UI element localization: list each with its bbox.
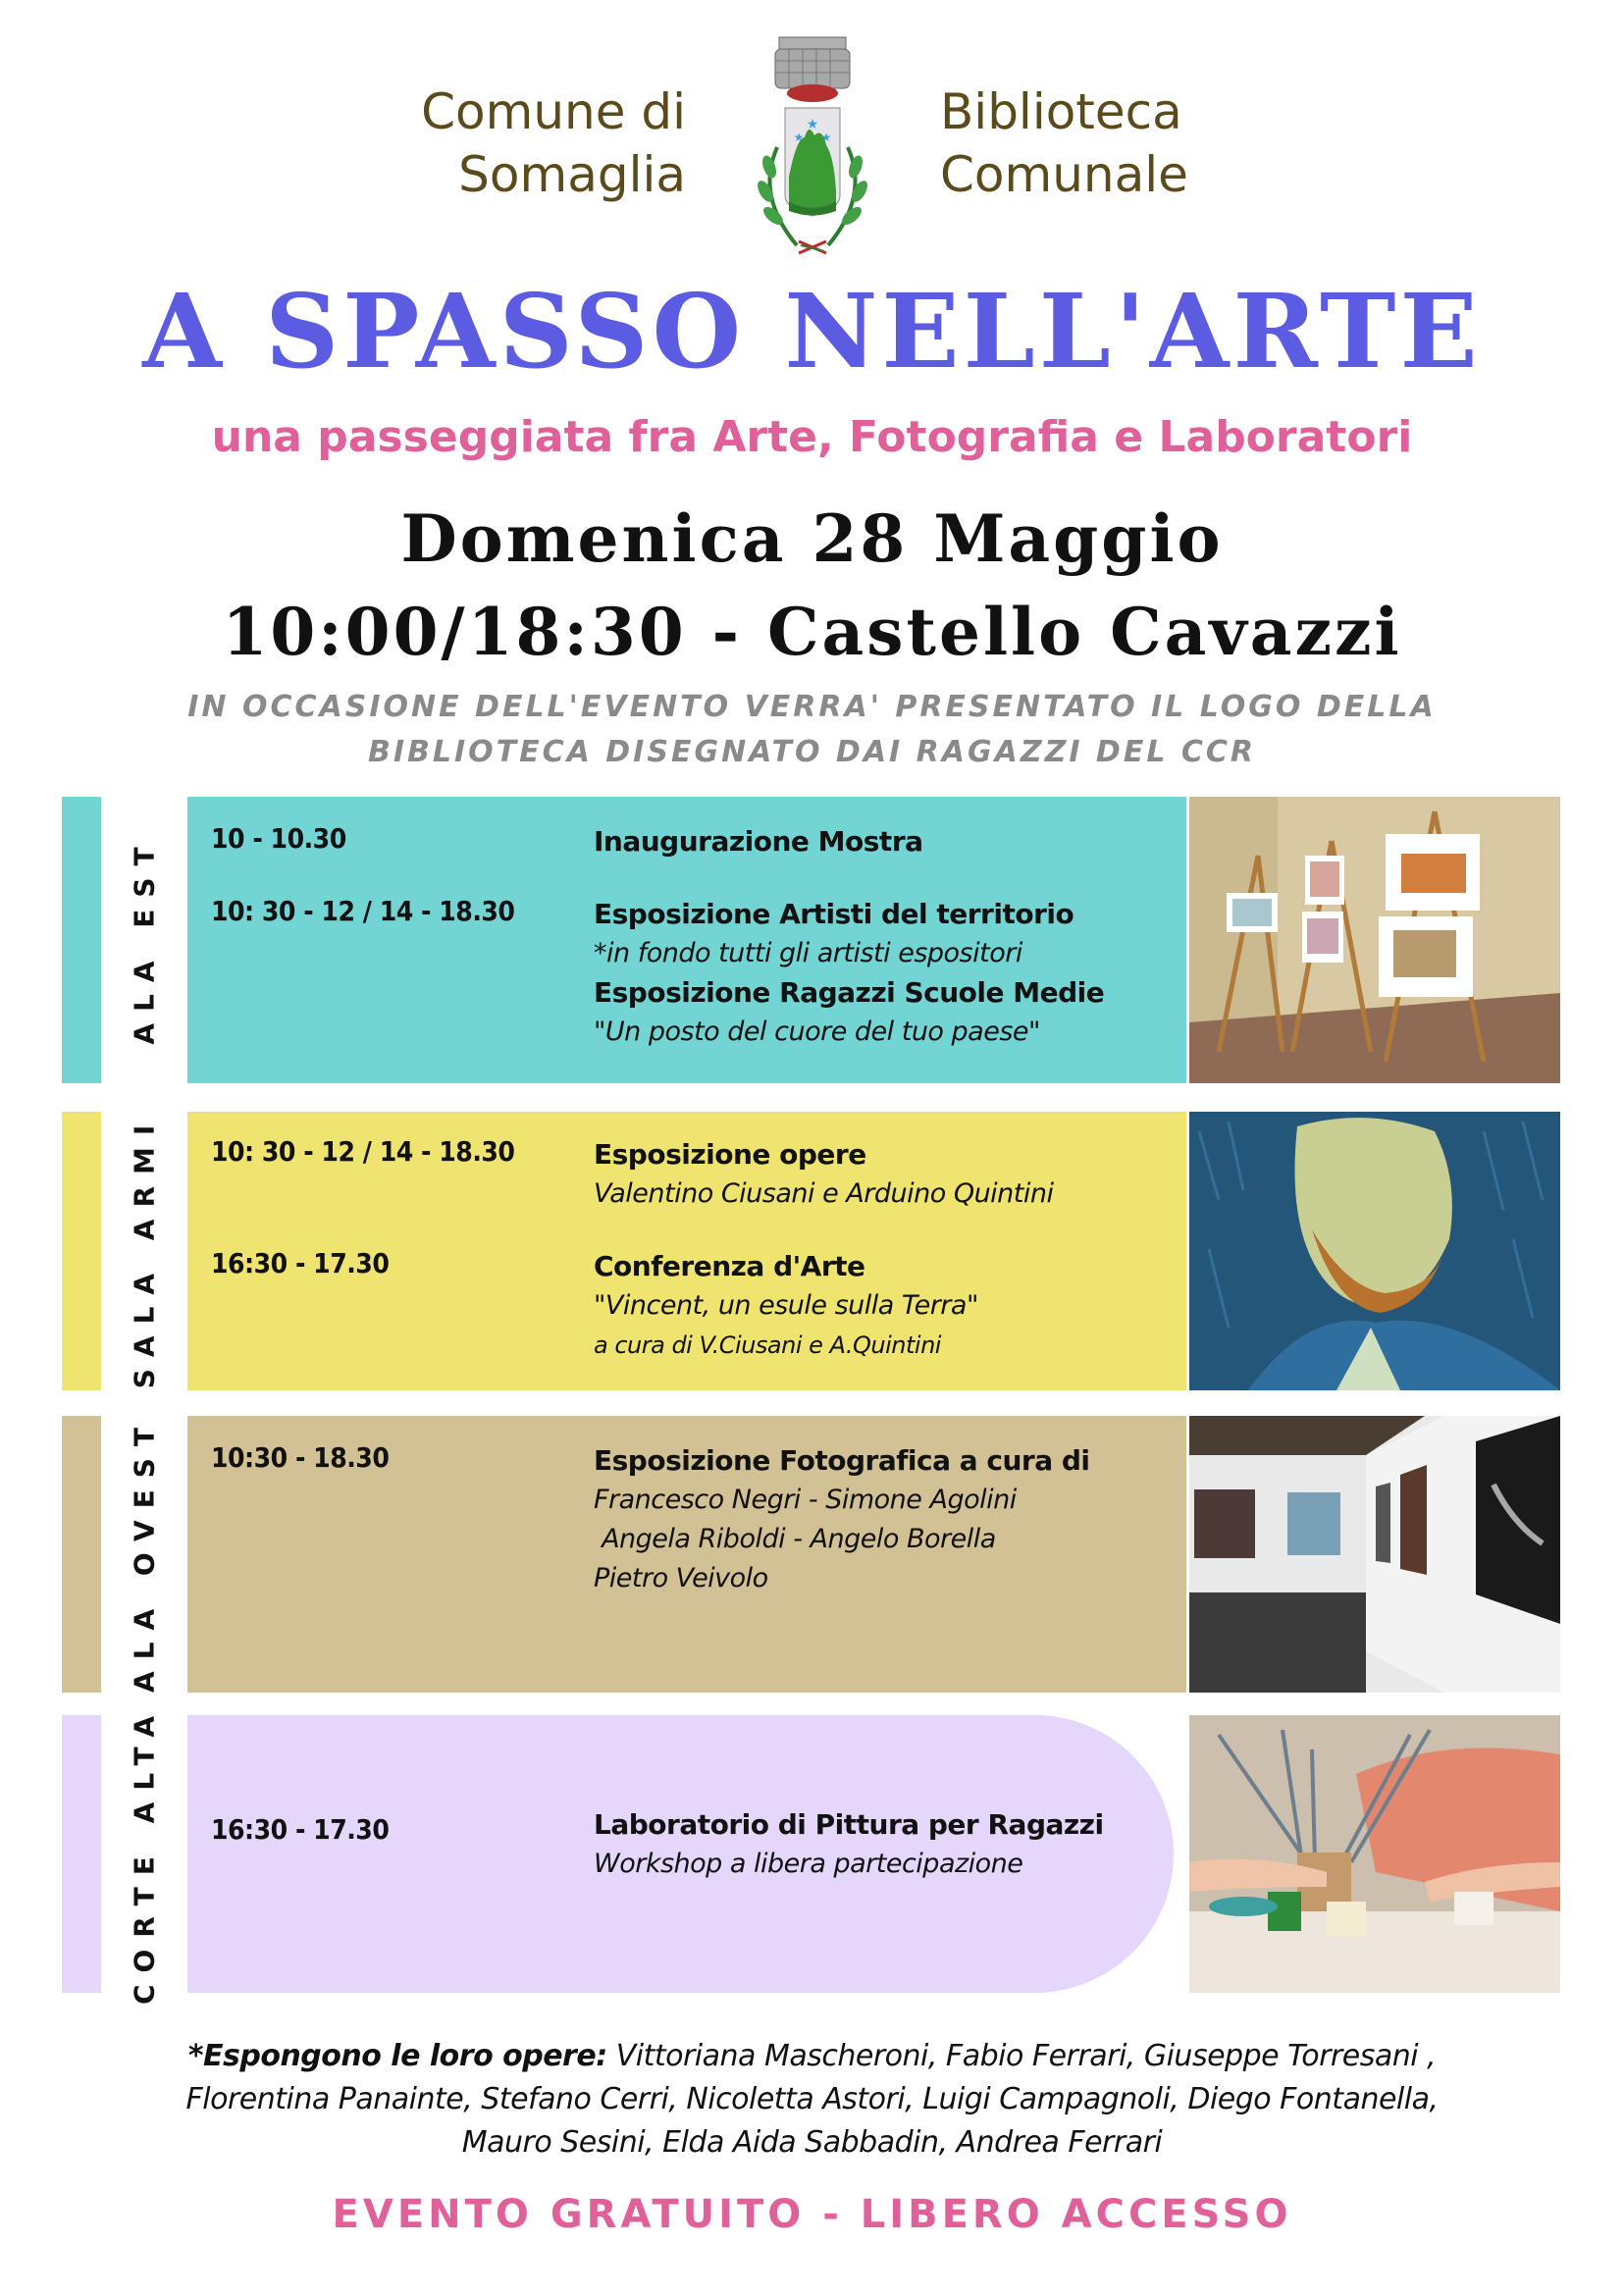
org-biblioteca: [940, 80, 1188, 206]
notice-line-2: BIBLIOTECA DISEGNATO DAI RAGAZZI DEL CCR: [367, 735, 1257, 769]
photo-easels-exhibition: [1189, 797, 1560, 1083]
event-title: Laboratorio di Pittura per Ragazzi: [594, 1808, 1104, 1841]
event-title: Esposizione opere: [594, 1138, 866, 1171]
event-note: Francesco Negri - Simone Agolini: [594, 1485, 1017, 1515]
photo-van-gogh-portrait: [1189, 1112, 1560, 1390]
coat-of-arms-icon: [728, 29, 897, 255]
event-title: Conferenza d'Arte: [594, 1250, 865, 1282]
event-note: Workshop a libera partecipazione: [594, 1849, 1023, 1879]
event-title: Esposizione Fotografica a cura di: [594, 1444, 1090, 1477]
event-note: a cura di V.Ciusani e A.Quintini: [594, 1331, 941, 1359]
section-body: [187, 797, 1186, 1083]
org-comune: [421, 80, 686, 206]
event-desc: [594, 1441, 1182, 1598]
svg-text:★: ★: [793, 130, 805, 144]
section-ala-ovest: [0, 1416, 1624, 1693]
event-time: 10 - 10.30: [211, 822, 346, 855]
artists-names: Vittoriana Mascheroni, Fabio Ferrari, Giuseppe Torresani ,: [606, 2039, 1437, 2073]
org-left-line-1: Comune di: [421, 83, 686, 140]
free-entry-banner: EVENTO GRATUITO - LIBERO ACCESSO: [332, 2192, 1292, 2237]
event-note: Angela Riboldi - Angelo Borella: [594, 1524, 996, 1554]
event-desc: [594, 895, 1182, 1052]
section-label: CORTE ALTA: [128, 1703, 161, 2005]
event-title: Esposizione Artisti del territorio: [594, 898, 1074, 930]
artists-line-2: Florentina Panainte, Stefano Cerri, Nicoletta Astori, Luigi Campagnoli, Diego Fontanella,: [185, 2082, 1439, 2116]
section-color-strip: [62, 1112, 101, 1390]
section-label-column: [101, 1112, 187, 1390]
event-date: Domenica 28 Maggio: [400, 500, 1224, 577]
artists-line-3: Mauro Sesini, Elda Aida Sabbadin, Andrea Ferrari: [461, 2125, 1163, 2160]
photo-painting-workshop: [1189, 1715, 1560, 1993]
logo-notice: [0, 685, 1624, 775]
section-label: ALA EST: [128, 835, 161, 1045]
org-right-line-2: Comunale: [940, 146, 1188, 203]
section-body: [187, 1112, 1186, 1390]
event-note: "Un posto del cuore del tuo paese": [594, 1017, 1040, 1047]
notice-line-1: IN OCCASIONE DELL'EVENTO VERRA' PRESENTATO IL LOGO DELLA: [187, 690, 1437, 724]
artists-lead: *Espongono le loro opere:: [187, 2039, 607, 2073]
section-label-column: [101, 1703, 187, 2005]
event-desc: [594, 1247, 1182, 1365]
event-desc: [594, 1805, 1182, 1884]
event-time: 16:30 - 17.30: [211, 1813, 390, 1846]
section-ala-est: [0, 797, 1624, 1083]
event-desc: [594, 1135, 1182, 1214]
org-right-line-1: Biblioteca: [940, 83, 1182, 140]
artists-line-1: [69, 2035, 1555, 2078]
section-label-column: [101, 1416, 187, 1693]
event-note: *in fondo tutti gli artisti espositori: [594, 938, 1022, 968]
artists-list: [69, 2035, 1555, 2165]
section-color-strip: [62, 1416, 101, 1693]
event-title: Inaugurazione Mostra: [594, 825, 923, 858]
section-color-strip: [62, 797, 101, 1083]
section-sala-armi: [0, 1112, 1624, 1390]
event-note: "Vincent, un esule sulla Terra": [594, 1290, 978, 1321]
section-body: [187, 1416, 1186, 1693]
section-body: [187, 1715, 1174, 1993]
event-desc: [594, 822, 1182, 861]
event-title: A SPASSO NELL'ARTE: [142, 271, 1482, 391]
section-label: ALA OVEST: [128, 1415, 161, 1694]
section-label: SALA ARMI: [128, 1113, 161, 1389]
section-corte-alta: [0, 1703, 1624, 2005]
event-time-location: 10:00/18:30 - Castello Cavazzi: [222, 594, 1402, 670]
svg-text:★: ★: [806, 116, 819, 131]
event-subtitle: una passeggiata fra Arte, Fotografia e Laboratori: [211, 412, 1413, 462]
org-left-line-2: Somaglia: [458, 146, 686, 203]
event-time: 10: 30 - 12 / 14 - 18.30: [211, 895, 515, 927]
event-title: Esposizione Ragazzi Scuole Medie: [594, 976, 1105, 1009]
event-note: Valentino Ciusani e Arduino Quintini: [594, 1178, 1054, 1209]
svg-text:★: ★: [820, 130, 832, 144]
event-time: 16:30 - 17.30: [211, 1247, 390, 1279]
event-note: Pietro Veivolo: [594, 1563, 768, 1593]
photo-gallery-exhibition: [1189, 1416, 1560, 1693]
event-time: 10: 30 - 12 / 14 - 18.30: [211, 1135, 515, 1168]
section-color-strip: [62, 1715, 101, 1993]
section-label-column: [101, 797, 187, 1083]
header: [0, 29, 1624, 255]
event-time: 10:30 - 18.30: [211, 1441, 390, 1474]
